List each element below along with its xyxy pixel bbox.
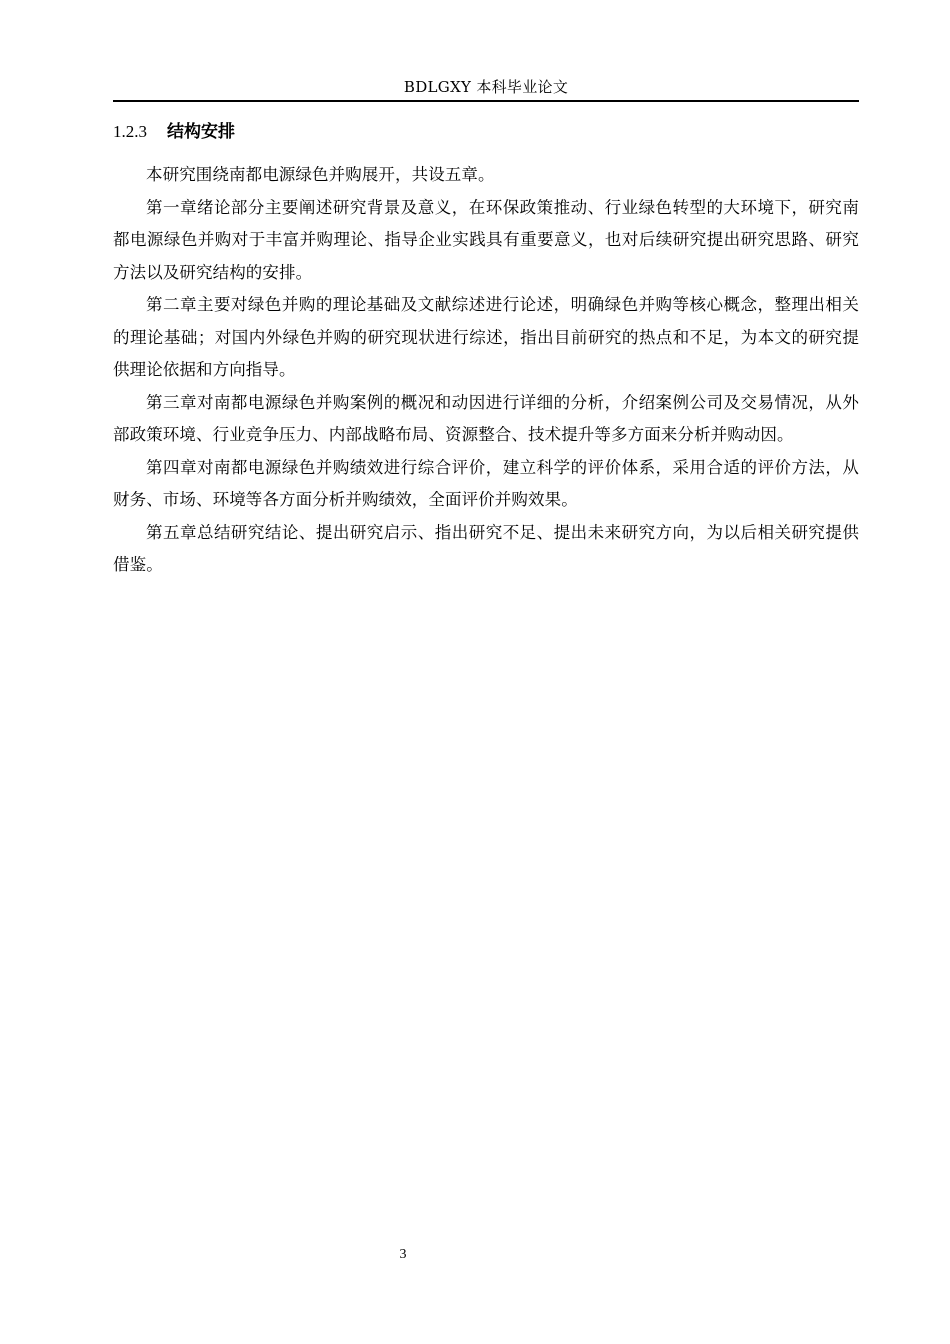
paragraph-chapter-4: 第四章对南都电源绿色并购绩效进行综合评价，建立科学的评价体系，采用合适的评价方法，从财务、市场、环境等各方面分析并购绩效，全面评价并购效果。 <box>113 457 859 509</box>
paragraph-chapter-5: 第五章总结研究结论、提出研究启示、指出研究不足、提出未来研究方向，为以后相关研究提供借鉴。 <box>113 522 859 574</box>
body-text <box>113 159 859 582</box>
running-header: BDLGXY 本科毕业论文 <box>403 78 569 96</box>
paragraph-chapter-1: 第一章绪论部分主要阐述研究背景及意义，在环保政策推动、行业绿色转型的大环境下，研究南都电源绿色并购对于丰富并购理论、指导企业实践具有重要意义，也对后续研究提出研究思路、研究方法以及研究结构的安排。 <box>113 197 859 282</box>
section-title: 结构安排 <box>167 122 235 142</box>
paragraph-chapter-2: 第二章主要对绿色并购的理论基础及文献综述进行论述，明确绿色并购等核心概念，整理出相关的理论基础；对国内外绿色并购的研究现状进行综述，指出目前研究的热点和不足，为本文的研究提供理论依据和方向指导。 <box>113 295 859 379</box>
paragraph-chapter-3: 第三章对南都电源绿色并购案例的概况和动因进行详细的分析，介绍案例公司及交易情况，从外部政策环境、行业竞争压力、内部战略布局、资源整合、技术提升等多方面来分析并购动因。 <box>113 392 859 444</box>
header-rule <box>113 100 859 102</box>
section-number: 1.2.3 <box>113 122 147 141</box>
paragraph-intro: 本研究围绕南都电源绿色并购展开，共设五章。 <box>146 165 495 184</box>
section-heading <box>113 120 235 144</box>
page-number: 3 <box>399 1247 407 1262</box>
